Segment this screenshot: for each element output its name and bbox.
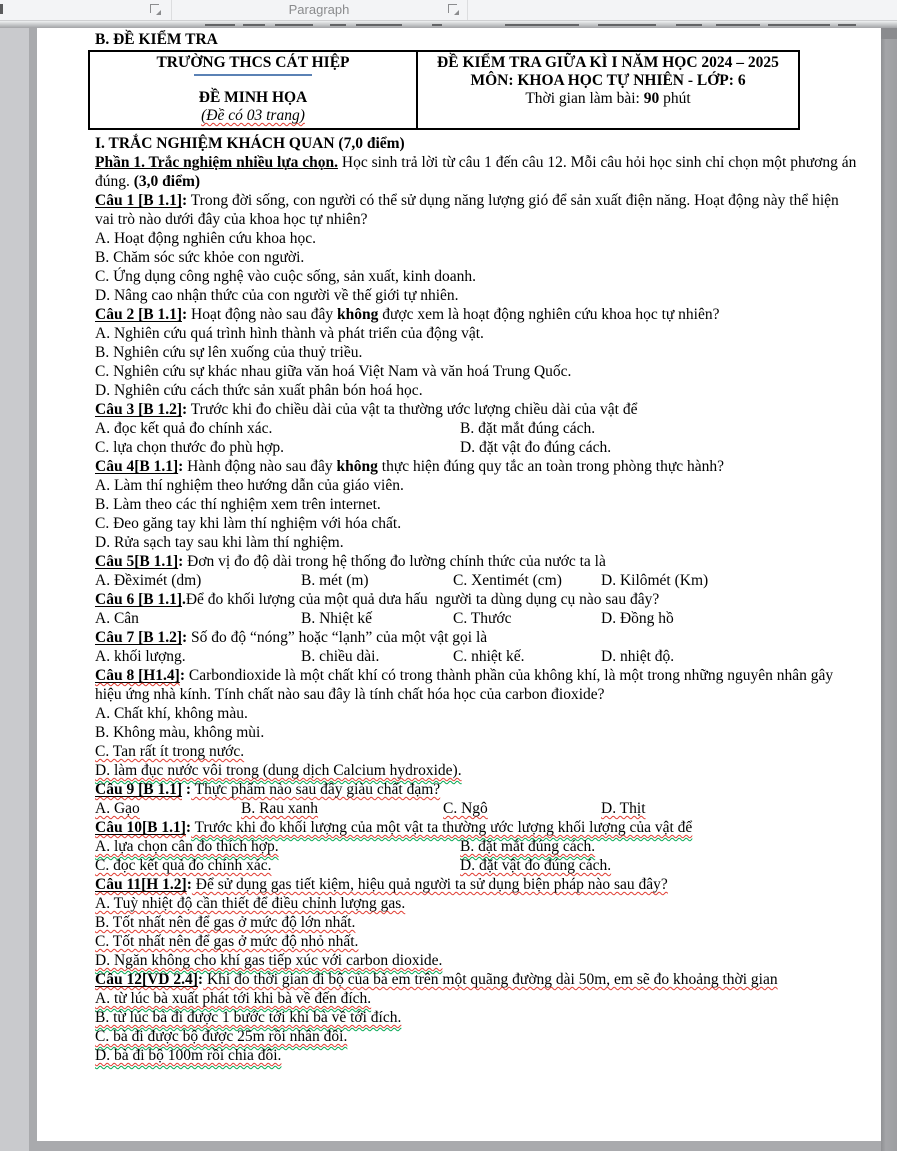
question-11: [95, 875, 861, 970]
option: D. Kilômét (Km): [601, 572, 709, 589]
question-3: [95, 400, 861, 457]
option: A. lựa chọn cân đo thích hợp.: [95, 838, 279, 855]
question-text: được xem là hoạt động nghiên cứu khoa học tự nhiên?: [378, 306, 720, 323]
option: B. đặt mắt đúng cách.: [460, 838, 596, 855]
option: C. đọc kết quả đo chính xác.: [95, 857, 272, 874]
cutoff-glyph-fragment: [768, 24, 830, 26]
question-heading: [95, 191, 861, 229]
questions-list: [95, 191, 861, 1065]
question-heading: [95, 666, 861, 704]
question-number: Câu 4[B 1.1]: [95, 458, 179, 475]
question-heading: [95, 552, 861, 571]
question-separator: :: [178, 458, 184, 475]
question-separator: :: [178, 553, 184, 570]
option: A. Chất khí, không màu.: [95, 705, 248, 722]
question-separator: :: [197, 971, 204, 988]
left-margin-strip: [0, 28, 29, 1151]
option: D. bà đi bộ 100m rồi chia đôi.: [95, 1047, 282, 1064]
question-heading: [95, 818, 861, 837]
cutoff-glyph-fragment: [330, 24, 346, 26]
option: A. Tuỳ nhiệt độ cần thiết để điều chỉnh lượng gas.: [95, 895, 406, 912]
section-heading: B. ĐỀ KIỂM TRA: [95, 31, 218, 48]
option: C. Ngô: [443, 800, 488, 817]
exam-title-line1: ĐỀ KIỂM TRA GIỮA KÌ I NĂM HỌC 2024 – 2025: [437, 54, 779, 71]
option: A. Làm thí nghiệm theo hướng dẫn của giáo viên.: [95, 477, 404, 494]
question-number: Câu 8 [H1.4]: [95, 667, 180, 684]
question-text: thực hiện đúng quy tắc an toàn trong phòng thực hành?: [377, 458, 724, 475]
question-7: [95, 628, 861, 666]
header-left-cell: [89, 51, 417, 129]
question-number: Câu 12[VD 2.4]: [95, 971, 198, 988]
question-text: Carbondioxide là một chất khí có trong thành phần của không khí, là một trong những nguyên nhân gây hiệu ứng nhà kính. Tính chất nào sau đây là tính chất hóa học của carbon đioxide?: [95, 667, 837, 703]
option: A. từ lúc bà xuất phát tới khi bà về đến đích.: [95, 990, 372, 1007]
option: A. đọc kết quả đo chính xác.: [95, 420, 273, 437]
document-content: [95, 30, 861, 1065]
question-separator: :: [181, 781, 192, 798]
question-separator: :: [179, 667, 185, 684]
question-10: [95, 818, 861, 875]
question-heading: [95, 457, 861, 476]
ribbon-left-fragment: [0, 4, 3, 14]
question-heading: [95, 590, 861, 609]
school-name: TRƯỜNG THCS CÁT HIỆP: [156, 54, 350, 71]
option: C. Ứng dụng công nghệ vào cuộc sống, sản xuất, kinh doanh.: [95, 268, 476, 285]
header-right-cell: [417, 51, 799, 129]
option: A. Đềximét (dm): [95, 572, 202, 589]
part1-heading: I. TRẮC NGHIỆM KHÁCH QUAN (7,0 điểm): [95, 135, 405, 152]
option-row: [95, 419, 861, 438]
option: C. lựa chọn thước đo phù hợp.: [95, 439, 285, 456]
scrollbar-thumb[interactable]: [881, 28, 897, 39]
cutoff-glyph-fragment: [275, 24, 313, 26]
scrollbar[interactable]: [881, 28, 897, 1151]
option-row: [95, 856, 861, 875]
question-number: Câu 5[B 1.1]: [95, 553, 179, 570]
question-heading: [95, 970, 861, 989]
intro-segment: Học sinh trả lời từ câu 1 đến câu 12. Mỗi câu hỏi học sinh chỉ chọn một phương án đúng.: [95, 154, 861, 190]
ribbon-shadow-band: [0, 21, 897, 28]
part1-intro: [95, 153, 861, 191]
option-row: [95, 837, 861, 856]
launcher-arrow-icon: [156, 10, 161, 15]
option-row: [95, 438, 861, 457]
cutoff-glyph-fragment: [243, 24, 265, 26]
question-number: Câu 9 [B 1.1]: [95, 781, 182, 798]
document-page[interactable]: [37, 28, 881, 1141]
cutoff-glyph-fragment: [838, 24, 856, 26]
option: D. Đồng hồ: [601, 610, 674, 627]
dialog-launcher-icon[interactable]: [149, 3, 161, 15]
question-separator: :: [181, 629, 188, 646]
option: D. nhiệt độ.: [601, 648, 675, 665]
ribbon-bottom-strip: [0, 0, 897, 21]
cutoff-glyph-fragment: [676, 24, 702, 26]
option: B. Nhiệt kế: [301, 610, 373, 627]
question-heading: [95, 780, 861, 799]
question-text: Hoạt động nào sau đây: [187, 306, 337, 323]
paragraph-dialog-launcher-icon[interactable]: [447, 3, 459, 15]
exam-title-line2: MÔN: KHOA HỌC TỰ NHIÊN - LỚP: 6: [470, 72, 746, 89]
option: B. Nghiên cứu sự lên xuống của thuỷ triều.: [95, 344, 363, 361]
question-4: [95, 457, 861, 552]
question-separator: :: [181, 401, 188, 418]
question-heading: [95, 400, 861, 419]
question-separator: :: [186, 876, 192, 893]
option: A. khối lượng.: [95, 648, 186, 665]
question-separator: :: [181, 306, 188, 323]
paragraph-group-label: Paragraph: [288, 2, 350, 17]
question-text: Số đo độ “nóng” hoặc “lạnh” của một vật gọi là: [187, 629, 488, 646]
question-number: Câu 10[B 1.1]: [95, 819, 186, 836]
option: D. Nâng cao nhận thức của con người về thế giới tự nhiên.: [95, 287, 459, 304]
cutoff-glyph-fragment: [505, 24, 579, 26]
question-9: [95, 780, 861, 818]
option-row: [95, 799, 861, 818]
question-number: Câu 1 [B 1.1]: [95, 192, 182, 209]
option-row: [95, 647, 861, 666]
question-text: Khi đo thời gian đi bộ của bà em trên một quãng đường dài 50m, em sẽ đo khoảng thời gian: [203, 971, 778, 988]
question-heading: [95, 875, 861, 894]
question-text: Đơn vị đo độ dài trong hệ thống đo lường chính thức của nước ta là: [183, 553, 606, 570]
exam-label: ĐỀ MINH HỌA: [198, 89, 308, 106]
intro-segment: (3,0 điểm): [133, 173, 201, 190]
option: C. Tốt nhất nên để gas ở mức độ nhỏ nhất.: [95, 933, 359, 950]
cutoff-glyph-fragment: [432, 24, 442, 26]
question-text: Trong đời sống, con người có thể sử dụng năng lượng gió để sản xuất điện năng. Hoạt động này thể hiện vai trò nào dưới đây của khoa học tự nhiên?: [95, 192, 843, 228]
question-number: Câu 2 [B 1.1]: [95, 306, 182, 323]
option: D. Nghiên cứu cách thức sản xuất phân bón hoá học.: [95, 382, 423, 399]
option: D. Thịt: [601, 800, 646, 817]
question-number: Câu 6 [B 1.1]: [95, 591, 182, 608]
question-heading: [95, 305, 861, 324]
question-text: Hành động nào sau đây: [183, 458, 337, 475]
option: B. Tốt nhất nên để gas ở mức độ lớn nhất.: [95, 914, 356, 931]
option: D. Ngăn không cho khí gas tiếp xúc với carbon dioxide.: [95, 952, 443, 969]
cutoff-glyph-fragment: [356, 24, 402, 26]
question-number: Câu 7 [B 1.2]: [95, 629, 182, 646]
option: C. Tan rất ít trong nước.: [95, 743, 245, 760]
option: A. Cân: [95, 610, 139, 627]
question-2: [95, 305, 861, 400]
option: C. bà đi được bộ được 25m rồi nhân đôi.: [95, 1028, 348, 1045]
question-separator: :: [181, 192, 188, 209]
question-heading: [95, 628, 861, 647]
intro-segment: Phần 1. Trắc nghiệm nhiều lựa chọn.: [95, 154, 338, 171]
question-12: [95, 970, 861, 1065]
question-text: Thực phẩm nào sau đây giàu chất đạm?: [191, 781, 441, 798]
option: B. đặt mắt đúng cách.: [460, 420, 596, 437]
question-text: Để sử dụng gas tiết kiệm, hiệu quả người ta sử dụng biện pháp nào sau đây?: [191, 876, 668, 893]
option: D. làm đục nước vôi trong (dung dịch Calcium hydroxide).: [95, 762, 462, 779]
option: A. Nghiên cứu quá trình hình thành và phát triển của động vật.: [95, 325, 484, 342]
option: B. Chăm sóc sức khỏe con người.: [95, 249, 305, 266]
question-6: [95, 590, 861, 628]
option: A. Hoạt động nghiên cứu khoa học.: [95, 230, 317, 247]
option: B. mét (m): [301, 572, 369, 589]
option: B. Không màu, không mùi.: [95, 724, 265, 741]
decorative-line: [194, 74, 312, 76]
option: B. Làm theo các thí nghiệm xem trên internet.: [95, 496, 381, 513]
option: B. Rau xanh: [241, 800, 319, 817]
option-row: [95, 571, 861, 590]
exam-header-table: [88, 50, 800, 130]
question-text: không: [336, 458, 378, 475]
option: A. Gạo: [95, 800, 140, 817]
question-text: Trước khi đo khối lượng của một vật ta thường ước lượng khối lượng của vật để: [191, 819, 693, 836]
question-text: Để đo khối lượng của một quả dưa hấu người ta dùng dụng cụ nào sau đây?: [185, 591, 660, 608]
option: B. chiều dài.: [301, 648, 380, 665]
exam-time: Thời gian làm bài: 90 phút: [525, 90, 691, 107]
cutoff-glyph-fragment: [598, 24, 656, 26]
option: D. đặt vật đo đúng cách.: [460, 857, 612, 874]
option: B. từ lúc bà đi được 1 bước tới khi bà về tới đích.: [95, 1009, 402, 1026]
ribbon-group-divider: [467, 0, 468, 20]
pages-note: (Đề có 03 trang): [201, 107, 305, 124]
launcher-arrow-icon: [454, 10, 459, 15]
question-1: [95, 191, 861, 305]
option: D. Rửa sạch tay sau khi làm thí nghiệm.: [95, 534, 344, 551]
question-text: không: [336, 306, 379, 323]
option-row: [95, 609, 861, 628]
question-5: [95, 552, 861, 590]
option: C. Nghiên cứu sự khác nhau giữa văn hoá Việt Nam và văn hoá Trung Quốc.: [95, 363, 572, 380]
question-separator: .: [181, 591, 186, 608]
cutoff-glyph-fragment: [716, 24, 760, 26]
option: C. nhiệt kế.: [453, 648, 525, 665]
cutoff-glyph-fragment: [205, 24, 235, 26]
option: C. Xentimét (cm): [453, 572, 562, 589]
question-separator: :: [185, 819, 192, 836]
question-number: Câu 3 [B 1.2]: [95, 401, 182, 418]
option: C. Thước: [453, 610, 512, 627]
question-number: Câu 11[H 1.2]: [95, 876, 187, 893]
question-text: Trước khi đo chiều dài của vật ta thường ước lượng chiều dài của vật để: [187, 401, 638, 418]
option: C. Đeo găng tay khi làm thí nghiệm với hóa chất.: [95, 515, 402, 532]
option: D. đặt vật đo đúng cách.: [460, 439, 612, 456]
question-8: [95, 666, 861, 780]
